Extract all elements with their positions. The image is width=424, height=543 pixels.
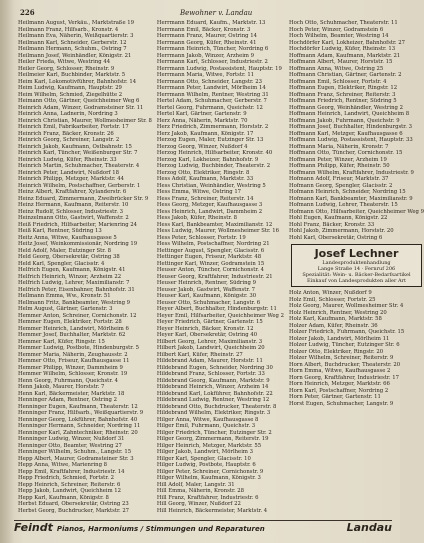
- directory-entry: Heinrich Peter, Landwirt, Nußdorf 18: [18, 169, 120, 176]
- directory-entry: Herrmann Peter, Landwirt, Mörlheim 14: [156, 85, 266, 91]
- directory-entry: Holzer Ludwig, Tüncher, Eutzinger Str. 6: [288, 342, 400, 348]
- directory-entry: Hemmer Anton, Schreiner, Cornichonstr. 12: [18, 312, 137, 319]
- directory-entry: Heinrich Emil, Fabrikarbeiter, Fortstr. 17: [18, 124, 129, 130]
- directory-entry: Hofmann Karl, Bankbeamter, Maximilianstr. 9: [288, 195, 413, 202]
- directory-entry: Heuser Karl, Kaufmann, Königstr. 30: [156, 293, 257, 299]
- directory-entry: Hildebrand Wilhelm, Elektriker, Ringstr. 3: [156, 410, 271, 416]
- directory-entry: Hildebrand Otto, Buchdrucker, Theaterstr. 8: [156, 403, 277, 410]
- directory-entry: Heinrich Ludwig, Küfer, Rheinstr. 33: [18, 156, 117, 163]
- footer-advertisement: [14, 520, 392, 539]
- directory-entry: Hill Franz, Kraftfahrer, Industriestr. 6: [156, 494, 259, 501]
- running-title: Bewohner v. Landau: [180, 9, 253, 17]
- directory-entry: Hertel Georg, Fuhrmann, Queichstr. 12: [156, 104, 263, 111]
- directory-entry: Heilmeier Karl, Buchbinder, Marktstr. 5: [18, 72, 126, 78]
- directory-entry: Herbst Georg, Buchdrucker, Marktstr. 27: [18, 507, 130, 514]
- directory-entry: Herrmann Emil, Bäcker, Kronstr. 3: [156, 26, 251, 33]
- directory-entry: Henninger Franz, Hilfsarb., Weißquartierstr. 9: [18, 410, 144, 416]
- directory-entry: Henninger Otto, Beamter, Westring 27: [18, 442, 122, 449]
- directory-entry: Hoffmann Georg, Weinhändler, Westring 2: [288, 104, 403, 111]
- directory-entry: Hertel Karl, Gärtner, Gartenstr. 9: [156, 111, 247, 117]
- directory-entry: Heim Karl, Lokomotivführer, Bahnhofstr. 14: [18, 78, 137, 85]
- page-header: [20, 7, 390, 19]
- directory-entry: Hill Georg, Winzer, Nußdorf 22: [156, 501, 241, 507]
- directory-entry: Heinrich Karl, Tüncher, Weißenburger Str. 7: [18, 150, 138, 156]
- ad-line: Lange Straße 14 · Fernruf 206: [317, 266, 396, 272]
- directory-entry: Herzog Ludwig, Buchbinder, Theaterstr. 2: [156, 163, 271, 169]
- directory-columns: [18, 20, 424, 516]
- directory-entry: Held Adolf, Maler, Eutzinger Str. 8: [18, 247, 111, 254]
- directory-entry: Hemmer Heinrich, Landwirt, Mörlheim 6: [18, 325, 129, 332]
- directory-entry: Horn Karl, Postschaffner, Nordring 2: [288, 387, 389, 394]
- directory-entry: Hess Adolf, Kaufmann, Marktstr. 33: [156, 176, 254, 182]
- directory-entry: Hochdörfer Karl, Lokheizer, Bahnhofstr. 27: [288, 39, 406, 46]
- directory-entry: Hoffmann Philipp, Küfer, Rheinstr. 50: [288, 163, 390, 169]
- directory-entry: Hofmann Adolf, Friseur, Marktstr. 37: [288, 176, 389, 182]
- directory-entry: Heinz Rudolf, Schlosser, Industriestr. 3: [18, 208, 123, 215]
- directory-entry: Heinz Eduard, Zimmermann, Zweibrücker Str. 9: [18, 195, 149, 202]
- directory-entry: Hoffmann Friedrich, Rentner, Südring 5: [288, 98, 397, 104]
- directory-entry: Henn Jakob, Maurer, Horststr. 7: [18, 384, 105, 390]
- directory-entry: Hemmer Maria, Näherin, Zeughausstr. 2: [18, 351, 128, 358]
- directory-entry: Hemmer Philipp, Winzer, Dammheim 9: [18, 364, 123, 371]
- directory-entry: Herrmann Eduard, Kaufm., Marktstr. 13: [156, 20, 266, 26]
- directory-entry: Henninger Ludwig, Winzer, Nußdorf 31: [18, 436, 125, 442]
- directory-entry: Hilger Heinrich, Metzger, Marktstr. 55: [156, 442, 262, 449]
- directory-entry: Heinrich Martin, Schuhmacher, Theaterstr. 4: [18, 163, 140, 169]
- directory-entry: Heyer Heinrich, Bäcker, Kronstr. 12: [156, 325, 254, 332]
- directory-entry: Hellmann Fritz, Bankbeamter, Westring 9: [18, 299, 131, 306]
- directory-entry: Hoch Wilhelm, Beamter, Westring 14: [288, 33, 389, 39]
- directory-entry: Hoffmann Maria, Näherin, Kronstr. 7: [288, 143, 389, 150]
- directory-entry: Hemmer Josef, Buchhalter, Marktstr. 62: [18, 332, 126, 338]
- directory-entry: Hoffmann Wilhelm, Kraftfahrer, Industriestr. 9: [288, 169, 414, 176]
- directory-entry: Horn Emma, Witwe, Kaufhausgasse 2: [288, 368, 391, 374]
- directory-entry: Holzer Wilhelm, Schreiner, Reiterstr. 9: [288, 355, 394, 361]
- directory-entry: Helfrich Eugen, Kaufmann, Königstr. 41: [18, 267, 126, 273]
- directory-entry: Hoffmann Christian, Gärtner, Gartenstr. 2: [288, 72, 402, 78]
- directory-entry: Herrmann Wilhelm, Rentner, Westring 31: [156, 91, 269, 98]
- column-3-entries-top: [289, 20, 424, 241]
- directory-entry: Hess Christian, Weinhändler, Westring 5: [156, 182, 266, 189]
- directory-entry: Heyer Karl, Obersekretär, Ostring 40: [156, 332, 258, 338]
- directory-entry: Horn Georg, Kraftfahrer, Industriestr. 17: [288, 374, 399, 381]
- directory-entry: Heinz Albert, Kraftfahrer, Xylanderstr. 6: [18, 189, 127, 195]
- directory-entry: Henninger Wilhelm, Schuhm., Langstr. 15: [18, 449, 132, 455]
- directory-entry: Herrmann Karl, Schlosser, Industriestr. 2: [156, 59, 268, 65]
- directory-entry: Heilmann Eva, Näherin, Weißquartierstr. 3: [18, 33, 134, 39]
- directory-entry: Hildebrand Adam, Maurer, Horststr. 11: [156, 358, 263, 364]
- directory-entry: Henninger Adam, Rentner, Ostring 2: [18, 397, 117, 403]
- directory-entry: Hilger Friedrich, Tüncher, Eutzinger Str. 2: [156, 429, 272, 436]
- directory-entry: Horn Peter, Gärtner, Gartenstr. 11: [288, 394, 381, 400]
- column-3: [289, 20, 424, 516]
- directory-entry: Heinrich Adam, Winzer, Godramsteiner Str. 11: [18, 104, 144, 111]
- directory-entry: Hoffmann Albert, Maurer, Horststr. 15: [288, 59, 393, 65]
- directory-entry: Holzer Adam, Küfer, Rheinstr. 36: [288, 322, 378, 329]
- directory-entry: Hepp Anna, Witwe, Marienring 8: [18, 462, 108, 468]
- directory-entry: Hilger Karl, Spengler, Glacisstr. 10: [156, 455, 251, 462]
- directory-entry: Hildebrand Heinrich, Winzer, Arzheim 14: [156, 384, 269, 390]
- directory-entry: Hess Heinrich, Landwirt, Dammheim 2: [156, 208, 263, 215]
- directory-entry: Hoffmann Ludwig, Postassistent, Hauptstr. 33: [288, 137, 413, 143]
- directory-entry: Henninger Karl, Zahntechniker, Rheinstr. 20: [18, 429, 138, 436]
- directory-entry: Helm August, Gärtner, Gartenstr. 3: [18, 306, 113, 312]
- directory-entry: Hochdörfer Ludwig, Küfer, Rheinstr. 13: [288, 46, 396, 52]
- directory-entry: Herrmann Jakob, Winzer, Arzheim 9: [156, 52, 254, 59]
- directory-entry: Hilger Peter, Schreiner, Cornichonstr. 9: [156, 468, 264, 475]
- directory-entry: Hill Adolf, Maler, Langstr. 31: [156, 481, 235, 488]
- directory-entry: Helfrich Ludwig, Lehrer, Maximilianstr. 7: [18, 280, 130, 286]
- directory-entry: Hilbert Georg, Lehrer, Maximilianstr. 3: [156, 338, 263, 345]
- directory-entry: Hoffmann Otto, Tüncher, Cornichonstr. 15: [288, 150, 403, 156]
- directory-entry: Hofmann Ludwig, Lehrer, Theaterstr. 15: [288, 202, 398, 208]
- directory-entry: Heitz Anna, Witwe, Kaufhausgasse 5: [18, 234, 117, 241]
- directory-entry: Heyer Emil, Hilfsarbeiter, Queichheimer Weg 2: [156, 312, 284, 319]
- directory-entry: Hofmann Georg, Spengler, Glacisstr. 2: [288, 182, 393, 189]
- advertisement-box: [291, 244, 422, 287]
- directory-entry: Hepp Karl, Kaufmann, Königstr. 8: [18, 494, 109, 501]
- directory-entry: Hepp Heinrich, Schreiner, Reiterstr. 6: [18, 481, 121, 488]
- directory-entry: Heyer Friedrich, Gärtner, Gartenstr. 15: [156, 319, 263, 325]
- directory-entry: Horn Heinrich, Metzger, Marktstr. 66: [288, 381, 390, 387]
- directory-entry: Hess Georg, Metzger, Kaufhausgasse 3: [156, 202, 263, 208]
- directory-entry: Hill Heinrich, Bäckermeister, Marktstr. 4: [156, 507, 268, 514]
- directory-entry: Hilbert Karl, Küfer, Rheinstr. 27: [156, 351, 243, 358]
- directory-entry: Hilger Jakob, Landwirt, Mörlheim 3: [156, 449, 253, 455]
- directory-entry: Hoch Peter, Winzer, Godramstein 6: [288, 26, 384, 33]
- directory-entry: Heinrich Franz, Bäcker, Kronstr. 26: [18, 130, 114, 137]
- directory-entry: Herrmann Georg, Küfer, Rheinstr. 41: [156, 39, 257, 46]
- directory-entry: Heim Ludwig, Kaufmann, Hauptstr. 29: [18, 85, 122, 91]
- directory-entry: Horst Eugen, Schuhmacher, Langstr. 9: [288, 400, 394, 407]
- directory-entry: Heuser Georg, Kraftfahrer, Industriestr. 21: [156, 273, 273, 280]
- directory-entry: Heinrich Jakob, Kaufmann, Ostbahnstr. 15: [18, 143, 132, 150]
- directory-entry: Hoffmann Emil, Schlosser, Fortstr. 4: [288, 78, 387, 85]
- directory-entry: Hess Wilhelm, Postschaffner, Nordring 21: [156, 241, 270, 247]
- directory-entry: Holz Heinrich, Rentner, Westring 20: [288, 309, 387, 316]
- directory-entry: Herzog Georg, Winzer, Nußdorf 4: [156, 143, 248, 150]
- footer-city: Landau: [346, 521, 392, 534]
- directory-entry: Hoffmann Franz, Schreiner, Reiterstr. 3: [288, 91, 396, 98]
- directory-entry: Hepp Friedrich, Schmied, Fortstr. 2: [18, 475, 115, 481]
- directory-entry: Hepp Emil, Kraftfahrer, Industriestr. 14: [18, 468, 125, 475]
- directory-entry: Heinrich Christian, Maurer, Wollmesheimer Str. 8: [18, 117, 152, 124]
- directory-entry: Heiß Friedrich, Hilfsarbeiter, Marienring 24: [18, 221, 138, 228]
- directory-entry: Herrmann Franz, Maurer, Ostring 14: [156, 33, 257, 39]
- directory-entry: Hemmer Karl, Küfer, Ringstr. 15: [18, 338, 105, 345]
- directory-entry: Hess Emma, Witwe, Ostring 17: [156, 189, 242, 195]
- directory-entry: Held Georg, Obersekretär, Ostring 38: [18, 254, 120, 260]
- directory-entry: Herbst Eduard, Obersekretär, Ostring 23: [18, 501, 129, 507]
- directory-entry: Heim Wilhelm, Schmied, Ziegelhütte 2: [18, 91, 123, 98]
- directory-entry: Hoffmann Anna, Witwe, Ostring 25: [288, 65, 384, 72]
- directory-entry: Hettinger August, Spengler, Glacisstr. 6: [156, 247, 265, 254]
- ad-line: Landesproduktenhandlung: [322, 260, 391, 266]
- directory-entry: Hettinger Karl, Winzer, Godramstein 15: [156, 260, 265, 267]
- directory-entry: Hill Emma, Näherin, Kronstr. 28: [156, 488, 245, 494]
- ad-line: Einkauf von Landesprodukten aller Art: [306, 278, 406, 284]
- directory-entry: Heilmann Franz, Hilfsarb., Kronstr. 4: [18, 26, 119, 33]
- directory-entry: Hilger Wilhelm, Kaufmann, Königstr. 3: [156, 475, 261, 481]
- directory-entry: Hilger Georg, Zimmermann, Reiterstr. 19: [156, 436, 269, 442]
- directory-entry: Hemmer Otto, Friseur, Kaufhausgasse 11: [18, 358, 130, 364]
- directory-entry: Herrmann Otto, Schneider, Langstr. 23: [156, 78, 263, 85]
- directory-entry: Holzer Friedrich, Fuhrmann, Queichstr. 15: [288, 329, 405, 335]
- directory-entry: Hildebrand Karl, Lokführer, Bahnhofstr. 22: [156, 390, 273, 397]
- directory-entry: Heinzelmann Otto, Gastwirt, Waffenstr. 2: [18, 215, 129, 221]
- directory-entry: Holzer Jakob, Landwirt, Mörlheim 11: [288, 335, 390, 342]
- directory-entry: Herz Friedrich, Zimmermann, Horststr. 2: [156, 124, 269, 130]
- directory-entry: Held Karl, Spengler, Glacisstr. 4: [18, 260, 105, 267]
- directory-entry: Heimann Otto, Gärtner, Queichheimer Weg 6: [18, 98, 140, 104]
- directory-entry: Hettinger Eugen, Friseur, Marktstr. 48: [156, 254, 262, 260]
- directory-entry: Heuser Otto, Schuhmacher, Langstr. 6: [156, 299, 261, 306]
- directory-entry: Herz Jakob, Kaufmann, Königstr. 17: [156, 130, 254, 137]
- directory-entry: Henninger Eugen, Kaufmann, Theaterstr. 12: [18, 403, 138, 410]
- directory-entry: Hemmer Ludwig, Postbote, Hindenburgstr. 5: [18, 345, 139, 351]
- directory-entry: Holz Emil, Schlosser, Fortstr. 25: [288, 296, 376, 303]
- ad-business-name: Josef Lechner: [314, 247, 399, 260]
- directory-entry: Hess Franz, Schreiner, Reiterstr. 14: [156, 195, 254, 202]
- directory-entry: Hoffmann Jakob, Fuhrmann, Queichstr. 9: [288, 117, 400, 124]
- binding-shadow: [0, 0, 14, 543]
- directory-entry: Henn Karl, Bäckermeister, Marktstr. 18: [18, 390, 125, 397]
- directory-entry: Herzog Eugen, Maler, Eutzinger Str. 13: [156, 137, 264, 143]
- directory-entry: Holz Karl, Kaufmann, Marktstr. 58: [288, 316, 382, 322]
- directory-entry: Hildebrand Georg, Kaufmann, Marktstr. 9: [156, 377, 270, 384]
- directory-entry: Hemmer Eugen, Elektriker, Fortstr. 28: [18, 319, 122, 325]
- directory-entry: Henninger Georg, Lokführer, Bahnhofstr. 40: [18, 416, 138, 423]
- directory-entry: Herzog Karl, Lokheizer, Bahnhofstr. 9: [156, 156, 259, 163]
- column-2: [157, 20, 284, 516]
- directory-entry: Herzog Otto, Elektriker, Ringstr. 8: [156, 169, 250, 176]
- directory-entry: Heyer Albert, Buchhalter, Hindenburgstr. 11: [156, 306, 277, 312]
- directory-entry: Heinrich Georg, Schreiner, Langstr. 2: [18, 137, 120, 143]
- footer-business-name: Feindt: [14, 521, 53, 534]
- directory-entry: Hoch Otto, Schuhmacher, Theaterstr. 11: [288, 20, 398, 26]
- directory-entry: Hepp Albert, Maurer, Godramsteiner Str. 3: [18, 455, 134, 462]
- directory-entry: Heinrich Philipp, Metzger, Marktstr. 44: [18, 176, 125, 182]
- directory-entry: Hess Peter, Schlosser, Fortstr. 19: [156, 234, 246, 241]
- directory-entry: Herzog Heinrich, Hilfsarbeiter, Kronstr. 40: [156, 150, 273, 156]
- directory-entry: Hildebrand Franz, Schlosser, Fortstr. 33: [156, 371, 265, 377]
- directory-entry: Horn Albert, Buchdrucker, Theaterstr. 20: [288, 361, 401, 368]
- directory-entry: Hoffmann Heinrich, Landwirt, Queichheim 8: [288, 111, 410, 117]
- directory-entry: Hess Ludwig, Maurer, Wollmesheimer Str. 16: [156, 228, 280, 234]
- page-number: 226: [20, 8, 35, 17]
- directory-entry: Heinrich Wilhelm, Postschaffner, Gerberstr. 1: [18, 182, 141, 189]
- directory-entry: Hofmann Heinrich, Schneider, Nordring 15: [288, 189, 406, 195]
- directory-entry: Holz Georg, Maurer, Wollmesheimer Str. 4: [288, 303, 404, 309]
- directory-entry: Heilmann Josef, Weinhändler, Königstr. 21: [18, 52, 132, 59]
- directory-entry: Hess Jakob, Küfer, Rheinstr. 8: [156, 215, 238, 221]
- directory-entry: Hepp Jakob, Landwirt, Queichheim 12: [18, 488, 122, 494]
- directory-entry: Heilmann August, Verkäu., Marktstraße 19: [18, 20, 135, 26]
- directory-entry: Herrmann Heinrich, Tüncher, Nordring 6: [156, 46, 269, 52]
- ad-line: Spezialität: Wein- u. Bäcker-Bedarfsartikel: [302, 272, 411, 278]
- directory-entry: Hildebrand Ludwig, Rentner, Westring 12: [156, 397, 270, 403]
- directory-entry: Herrmann Ludwig, Postassistent, Hauptstr. 19: [156, 65, 282, 72]
- directory-entry: Hofmann Otto, Hilfsarbeiter, Queichheimer Weg 9: [288, 208, 424, 215]
- directory-entry: Hilbert Jakob, Landwirt, Queichheim 20: [156, 345, 265, 351]
- directory-entry: Holzer Otto, Elektriker, Ringstr. 20: [288, 348, 384, 355]
- directory-entry: Hildebrand Eugen, Schneider, Nordring 30: [156, 364, 273, 371]
- directory-entry: Hohl Jakob, Zimmermann, Horststr. 20: [288, 228, 394, 234]
- directory-entry: Helfrich Peter, Eisenbahner, Bahnhofstr. 31: [18, 286, 135, 293]
- directory-entry: Holz Anton, Winzer, Nußdorf 9: [288, 290, 372, 296]
- column-1: [18, 20, 152, 516]
- directory-entry: Hellmann Emma, Ww., Kronstr. 51: [18, 293, 111, 299]
- directory-entry: Heinrich Anna, Ladnerin, Nordring 3: [18, 111, 118, 117]
- directory-entry: Hilger Ludwig, Postbote, Hauptstr. 6: [156, 462, 256, 468]
- directory-entry: Hemmer Wilhelm, Schlosser, Kronstr. 19: [18, 371, 128, 377]
- directory-entry: Heuser Heinrich, Rentner, Südring 9: [156, 280, 256, 286]
- directory-entry: Hertel Adam, Schuhmacher, Gerberstr. 7: [156, 98, 267, 104]
- directory-entry: Hohl Franz, Bäcker, Kronstr. 33: [288, 221, 375, 228]
- directory-entry: Heinz Hermann, Kaufmann, Reiterstr. 10: [18, 202, 129, 208]
- directory-entry: Hoffmann Karl, Metzger, Kaufhausgasse 6: [288, 130, 403, 137]
- directory-entry: Herrmann Maria, Witwe, Fortstr. 11: [156, 72, 255, 78]
- directory-entry: Hilger Emil, Fuhrmann, Queichstr. 3: [156, 423, 256, 429]
- directory-entry: Heiler Georg, Schlosser, Rheinstr. 9: [18, 65, 115, 72]
- directory-entry: Hoffmann Eugen, Elektriker, Ringstr. 12: [288, 85, 398, 91]
- directory-entry: Heuser Anton, Tüncher, Cornichonstr. 4: [156, 267, 265, 273]
- directory-entry: Hilger Anna, Witwe, Kaufhausgasse 8: [156, 416, 259, 423]
- directory-entry: Heilmann Karl, Schneider, Gerberstr. 12: [18, 39, 127, 46]
- directory-entry: Heitz Josef, Weinkommissionär, Nordring 19: [18, 241, 138, 247]
- directory-entry: Hess Karl, Bankbeamter, Maximilianstr. 12: [156, 221, 273, 228]
- column-3-entries-bottom: [289, 290, 424, 407]
- directory-entry: Hoffmann Adam, Kaufmann, Marktstr. 21: [288, 52, 401, 59]
- directory-entry: Hohl Karl, Obersekretär, Ostring 6: [288, 234, 383, 241]
- directory-entry: Hohl Eugen, Kaufmann, Königstr. 22: [288, 215, 388, 221]
- directory-entry: Hoffmann Peter, Winzer, Arzheim 19: [288, 156, 387, 163]
- directory-entry: Henninger Hermann, Schneider, Nordring 11: [18, 423, 141, 429]
- directory-entry: Helfrich Heinrich, Winzer, Arzheim 22: [18, 273, 122, 280]
- directory-entry: Heuser Jakob, Gastwirt, Waffenstr. 7: [156, 286, 256, 293]
- directory-entry: Heiler Frieda, Witwe, Westring 44: [18, 59, 111, 65]
- directory-entry: Heiß Karl, Rentner, Südring 13: [18, 228, 102, 234]
- directory-entry: Herz Anna, Näherin, Marktstr. 70: [156, 117, 248, 124]
- directory-entry: Henn Georg, Fuhrmann, Queichstr. 4: [18, 377, 119, 384]
- footer-tagline: Pianos, Harmoniums / Stimmungen und Reparaturen: [56, 525, 265, 533]
- directory-entry: Hoffmann Josef, Buchhalter, Hindenburgstr. 3: [288, 124, 412, 130]
- directory-entry: Heilmann Hermann, Schuhm., Ostring 7: [18, 46, 127, 52]
